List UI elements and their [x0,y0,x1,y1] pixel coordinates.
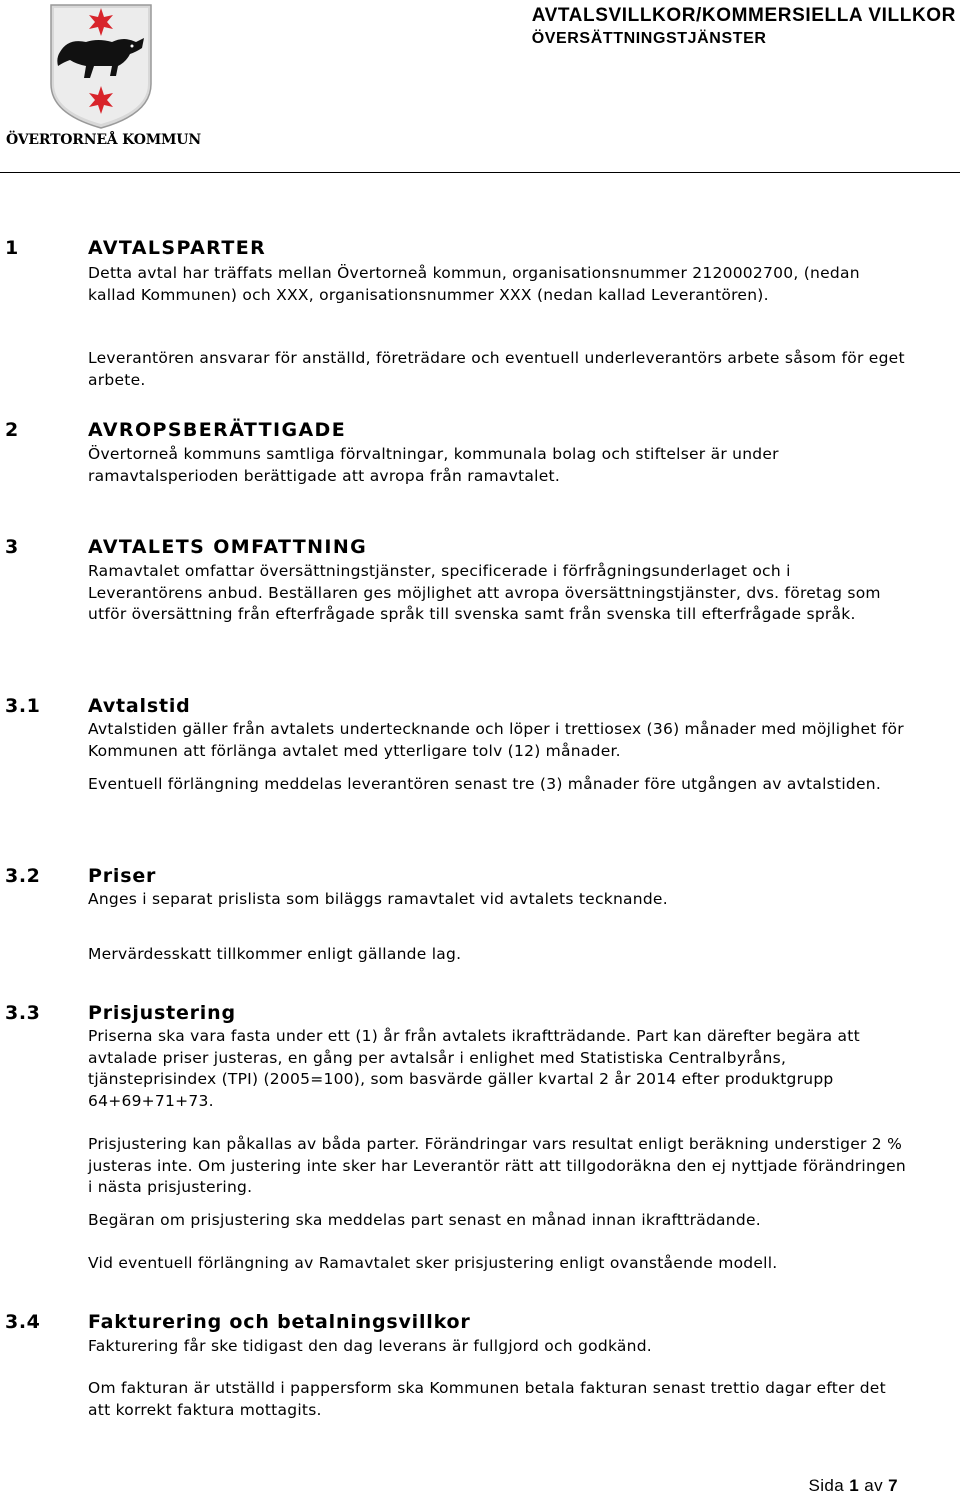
subsection-number: 3.2 [5,865,41,887]
paragraph: Detta avtal har träffats mellan Övertorneå kommun, organisationsnummer 2120002700, (nedan kallad Kommunen) och XXX, organisationsnummer XXX (nedan kallad Leverantören). [88,264,860,304]
section-title: AVTALSPARTER [88,237,267,259]
municipality-logo [6,2,201,152]
page-current: 1 [849,1476,860,1495]
page-separator: av [864,1476,884,1495]
document-subtitle: ÖVERSÄTTNINGSTJÄNSTER [531,30,767,47]
subsection-number: 3.3 [5,1002,41,1024]
paragraph: Ramavtalet omfattar översättningstjänster, specificerade i förfrågningsunderlaget och i Leverantörens anbud. Beställaren ges möjlighet att avropa översättningstjänster, dvs. företag som utför översättning från efterfrågade språk till svenska samt från svenska till efterfrågade språk. [88,562,881,623]
section-number: 1 [5,237,19,259]
section-title: AVTALETS OMFATTNING [88,536,368,558]
paragraph: Prisjustering kan påkallas av båda parter. Förändringar vars resultat enligt beräkning understiger 2 % justeras inte. Om justering inte sker har Leverantör rätt att tillgodoräkna den ej nyttjade förändringen i nästa prisjustering. [88,1135,906,1196]
page-label: Sida [808,1476,845,1495]
subsection-title: Fakturering och betalningsvillkor [88,1311,471,1333]
subsection-title: Avtalstid [88,695,191,717]
paragraph: Eventuell förlängning meddelas leverantören senast tre (3) månader före utgången av avtalstiden. [88,775,882,793]
paragraph: Leverantören ansvarar för anställd, företrädare och eventuell underleverantörs arbete såsom för eget arbete. [88,349,905,389]
paragraph: Mervärdesskatt tillkommer enligt gällande lag. [88,945,462,963]
subsection-number: 3.4 [5,1311,41,1333]
section-number: 2 [5,419,19,441]
document-header [532,5,956,51]
subsection-title: Priser [88,865,157,887]
header-divider [0,172,960,173]
subsection-title: Prisjustering [88,1002,236,1024]
paragraph: Fakturering får ske tidigast den dag leverans är fullgjord och godkänd. [88,1337,652,1355]
section-title: AVROPSBERÄTTIGADE [88,419,347,441]
document-title: AVTALSVILLKOR/KOMMERSIELLA VILLKOR [531,5,956,26]
subsection-number: 3.1 [5,695,41,717]
paragraph: Begäran om prisjustering ska meddelas part senast en månad innan ikraftträdande. [88,1211,761,1229]
paragraph: Övertorneå kommuns samtliga förvaltningar, kommunala bolag och stiftelser är under ramavtalsperioden berättigade att avropa från ramavtalet. [88,445,779,485]
paragraph: Vid eventuell förlängning av Ramavtalet sker prisjustering enligt ovanstående modell. [88,1254,778,1272]
logo-text: ÖVERTORNEÅ KOMMUN [6,132,201,148]
paragraph: Priserna ska vara fasta under ett (1) år från avtalets ikraftträdande. Part kan därefter begära att avtalade priser justeras, en gång per avtalsår i enlighet med Statistiska Centralbyråns, tjänsteprisindex (TPI) (2005=100), som basvärde gäller kvartal 2 år 2014 efter produktgrupp 64+69+71+73. [88,1027,860,1110]
coat-of-arms-icon [46,2,156,130]
paragraph: Avtalstiden gäller från avtalets undertecknande och löper i trettiosex (36) månader med möjlighet för Kommunen att förlänga avtalet med ytterligare tolv (12) månader. [88,720,904,760]
section-number: 3 [5,536,19,558]
paragraph: Om fakturan är utställd i pappersform ska Kommunen betala fakturan senast trettio dagar efter det att korrekt faktura mottagits. [88,1379,886,1419]
page-number [809,1476,898,1496]
page-total: 7 [888,1476,898,1495]
paragraph: Anges i separat prislista som biläggs ramavtalet vid avtalets tecknande. [88,890,668,908]
